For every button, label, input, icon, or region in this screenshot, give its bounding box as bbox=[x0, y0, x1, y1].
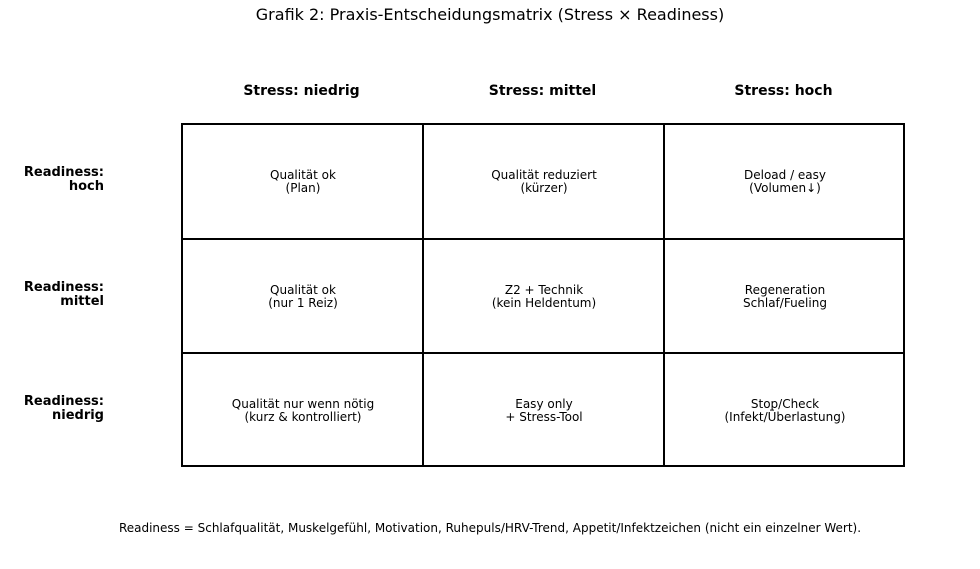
cell-line: Qualität ok bbox=[270, 168, 336, 182]
cell-line: Stop/Check bbox=[750, 396, 820, 411]
cell-line: (kürzer) bbox=[520, 181, 568, 195]
row-header-line: Readiness: bbox=[23, 394, 104, 409]
cell-line: + Stress-Tool bbox=[505, 409, 583, 424]
row-header-line: Readiness: bbox=[23, 165, 104, 180]
row-header-readiness-low bbox=[0, 395, 104, 423]
cell-line: Schlaf/Fueling bbox=[743, 295, 827, 310]
cell-line: (Volumen↓) bbox=[749, 181, 821, 195]
footnote: Readiness = Schlafqualität, Muskelgefühl, Motivation, Ruhepuls/HRV-Trend, Appetit/Infektzeichen (nicht ein einzelner Wert). bbox=[118, 521, 862, 535]
matrix-cell bbox=[665, 354, 905, 467]
matrix-cell bbox=[665, 125, 905, 239]
row-header-line: Readiness: bbox=[23, 280, 104, 295]
cell-line: Z2 + Technik bbox=[504, 282, 584, 297]
column-header-stress-medium: Stress: mittel bbox=[488, 83, 597, 99]
matrix-cell bbox=[665, 240, 905, 353]
row-header-readiness-medium bbox=[0, 281, 104, 309]
column-header-stress-low: Stress: niedrig bbox=[243, 83, 360, 99]
cell-line: Qualität reduziert bbox=[491, 168, 597, 182]
cell-line: Qualität nur wenn nötig bbox=[231, 396, 375, 411]
row-header-line: hoch bbox=[68, 179, 104, 194]
matrix-cell bbox=[183, 354, 423, 467]
cell-line: Qualität ok bbox=[270, 282, 336, 297]
matrix-cell bbox=[424, 354, 664, 467]
cell-line: Deload / easy bbox=[743, 168, 827, 182]
chart-title: Grafik 2: Praxis-Entscheidungsmatrix (Stress × Readiness) bbox=[255, 5, 725, 24]
row-header-readiness-high bbox=[0, 166, 104, 194]
column-header-stress-high: Stress: hoch bbox=[734, 83, 833, 99]
matrix-cell bbox=[183, 125, 423, 239]
cell-line: (nur 1 Reiz) bbox=[268, 295, 338, 310]
cell-line: (kein Heldentum) bbox=[491, 295, 597, 310]
row-header-line: niedrig bbox=[51, 408, 104, 423]
decision-matrix bbox=[181, 123, 905, 467]
cell-line: Easy only bbox=[515, 396, 573, 411]
cell-line: (Infekt/Überlastung) bbox=[724, 409, 846, 424]
matrix-cell bbox=[424, 240, 664, 353]
matrix-cell bbox=[183, 240, 423, 353]
row-header-line: mittel bbox=[60, 294, 104, 309]
matrix-cell bbox=[424, 125, 664, 239]
cell-line: (kurz & kontrolliert) bbox=[244, 409, 362, 424]
cell-line: Regeneration bbox=[744, 282, 826, 297]
cell-line: (Plan) bbox=[285, 181, 321, 195]
